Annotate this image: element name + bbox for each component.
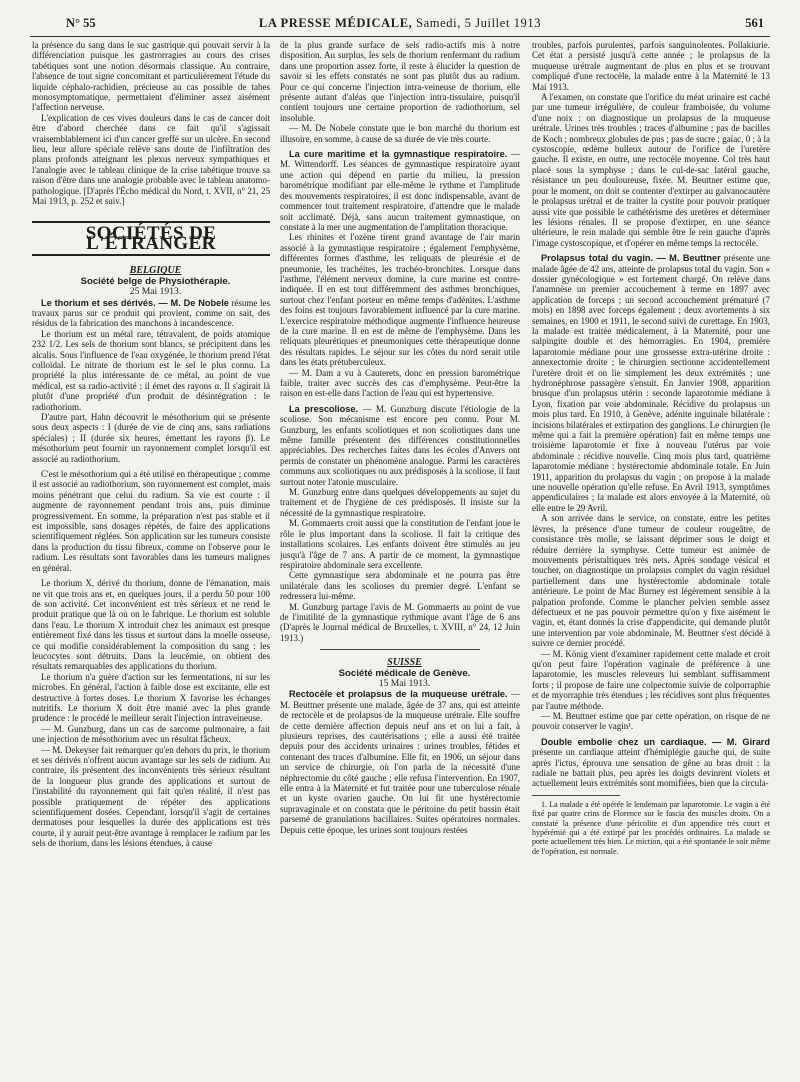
paragraph: C'est le mésothorium qui a été utilisé en thérapeutique ; comme il est associé au radiothorium, son rayonnement est complet, mais moins pénétrant que celui du radium. Sa vie est courte : il augmente de rayonnement pendant trois ans, puis diminue progressivement. En somme, la préparation n'est pas stable et il est impossible, sans dosages répétés, de faire des applications scientifiquement réglées. Son application sur les tumeurs consiste dans la production du tissu fibreux, comme on l'observe pour le radium. Les résultats sont favorables dans les tumeurs malignes en général. <box>32 469 270 573</box>
page-number: 561 <box>745 16 764 30</box>
paper-title: Le thorium et ses dérivés. — M. De Nobele <box>41 297 229 308</box>
paper-title: La cure maritime et la gymnastique respiratoire. <box>289 149 508 160</box>
running-title <box>30 16 770 31</box>
page-header <box>30 10 770 37</box>
paragraph <box>280 689 520 835</box>
paragraph <box>532 737 770 789</box>
paper-title: La prescoliose. <box>289 403 359 414</box>
paragraph <box>280 404 520 487</box>
paragraph: — M. Dam a vu à Cauterets, donc en pression barométrique faible, traiter avec succès des cas d'emphysème. Peut-être la raison en est-elle dans l'action de l'eau qui est hypertensive. <box>280 367 520 399</box>
country-heading: SUISSE <box>387 657 422 669</box>
paper-title: Prolapsus total du vagin. — M. Beuttner <box>541 253 721 264</box>
paper-text: — M. Wittendorff. Les séances de gymnastique respiratoire ayant une action qui dépend en partie du milieu, la pression barométrique modifiant par elle-même le rythme et l'amplitude des mouvements respiratoires, il est donc indispensable, avant de commencer tout traitement respiratoire, d'attendre que le malade soit acclimaté. Déjà, sans aucun traitement gymnastique, on constate à la mer une augmentation de l'amplitation thoracique. <box>280 149 520 232</box>
country-heading: BELGIQUE <box>129 265 182 277</box>
paragraph: — M. De Nobele constate que le bon marché du thorium est illusoire, en somme, à cause de sa durée de vie très courte. <box>280 123 520 144</box>
paragraph: la présence du sang dans le suc gastrique qui pouvait servir à la différenciation puisque les gastrorragies au cours des crises tabétiques sont une notion désormais classique. Au contraire, l'absence de tout signe concomitant et particulièrement l'étude du liquide céphalo-rachidien, précieuse au cas possible de tabes monosymptomatique, permettaient d'éliminer assez aisément l'affection nerveuse. <box>32 40 270 113</box>
paragraph: Les rhinites et l'ozène tirent grand avantage de l'air marin associé à la gymnastique respiratoire ; également l'emphysème, différentes formes d'asthme, les reliquats de pleurésie et de pneumonie, les trachéites, les trachéo-bronchites. Lorsque dans l'asthme, l'élément nerveux domine, la cure marine est contre-indiquée. Il en est tout différemment des asthmes bronchiques, surtout chez l'enfant porteur en même temps d'adénites. L'asthme des foins est toujours favorablement influencé par la cure marine. L'exercice respiratoire méthodique augmente l'influence heureuse de la cure marine. Il en est de même de l'emphysème. Dans les reliquats pleurétiques et pneumoniques cette thérapeutique donne des résultats rapides. Le séjour sur les côtes du nord serait utile dans les états prétuberculeux. <box>280 232 520 368</box>
paragraph: M. Gommaerts croit aussi que la constitution de l'enfant joue le rôle le plus important dans la scoliose. Il fait la critique des installations scolaires. Les enfants doivent être stimulés au jeu jusqu'à l'âge de 7 ans. A partir de ce moment, la gymnastique respiratoire abdominale sera excellente. <box>280 518 520 570</box>
paragraph: — M. König vient d'examiner rapidement cette malade et croit qu'on peut faire l'opération vaginale de préférence à une laparotomie, les muscles releveurs lui semblant suffisamment forts ; il propose de faire une colpectomie suivie de colporraphie et de myorraphie très étendues ; les récidives sont plus fréquentes par l'autre méthode. <box>532 648 770 711</box>
issue-date: Samedi, 5 Juillet 1913 <box>416 16 542 30</box>
footnote-divider <box>532 795 620 796</box>
paragraph: — M. Gunzburg, dans un cas de sarcome pulmonaire, a fait une injection de mésothorium avec un résultat fâcheux. <box>32 723 270 745</box>
paragraph: Le thorium n'a guère d'action sur les fermentations, ni sur les microbes. En général, l'action à faible dose est excitante, elle est destructive à fortes doses. Le thorium X favorise les échanges nutritifs. Le thorium X doit être manié avec la plus grande prudence : le procédé le meilleur serait l'injection intraveineuse. <box>32 671 270 724</box>
column-2 <box>280 40 520 1080</box>
paragraph: de la plus grande surface de sels radio-actifs mis à notre disposition. Au surplus, les sels de thorium renfermant du radium dans une proportion assez forte, il reste à élucider la question de savoir si les effets constatés ne sont pas plutôt dus au radium. Pour ce qui concerne l'injection intra-veineuse de thorium, elle présente autant d'aléas que l'injection intra-tissulaire, puisqu'il contient toujours une certaine proportion de radiothorium, sel insoluble. <box>280 40 520 123</box>
footnote: 1. La malade a été opérée le lendemain par laparotomie. Le vagin a été fixé par quatre crins de Florence sur le fascia des muscles droits. On a constaté la présence d'une péricolite et d'un appendice très court et hypérémié qui a été extirpé par les procédés ordinaires. La malade se porte actuellement très bien. Le miction, qui a été spontanée le soir même de l'opération, est normale. <box>532 799 770 856</box>
society-heading: Société belge de Physiothérapie. <box>80 275 231 287</box>
paragraph: D'autre part, Hahn découvrit le mésothorium qui se présente sous deux aspects : I (durée de vie de cinq ans, sans radiations spéciales) ; II (durée six heures, émettant les rayons β). Le mésothorium peut fournir un rayonnement complet lorsqu'il est associé au radiothorium. <box>32 412 270 464</box>
journal-name: LA PRESSE MÉDICALE, <box>258 16 413 30</box>
meeting-date: 25 Mai 1913. <box>129 286 182 298</box>
paragraph: Le thorium est un métal rare, tétravalent, de poids atomique 232 1/2. Les sels de thorium sont blancs, se précipitent dans les alcalis. Sous l'influence de l'eau oxygénée, le thorium prend l'état colloïdal. Le nitrate de thorium est le sel le plus connu. La propriété la plus intéressante de ce métal, au point de vue médical, est sa radio-activité : il émet des rayons α. Il s'agirait là plutôt d'une propriété d'un produit de désintégration : le radiothorium. <box>32 328 270 412</box>
paper-title: Double embolie chez un cardiaque. — M. Girard <box>541 736 770 747</box>
paper-text: — M. Gunzburg discute l'étiologie de la scoliose. Son mécanisme est encore peu connu. Pour M. Gunzburg, les enfants scoliotiques et non scoliotiques dans une même famille présentent des différences constitutionnelles appréciables. Des recherches faites dans les écoles d'Anvers ont permis de constater un phénomène analogue. Parmi les caractères communs aux scoliotiques ou aux prédisposés à la scoliose, il faut surtout noter l'atonie musculaire. <box>280 403 520 487</box>
paragraph: A son arrivée dans le service, on constate, entre les petites lèvres, la présence d'une tumeur de couleur rougeâtre, de consistance très molle, se laissant déprimer sous le doigt et réduire derrière la symphyse. Cette tumeur est animée de mouvements péristaltiques très nets. Après sondage vésical et toucher, on diagnostique un prolapsus complet du vagin résiduel partiellement dans une hystérectomie abdominale totale antérieure. Le point de Mac Burney est légèrement sensible à la palpation profonde. Comme le plancher pelvien semble assez défectueux et ne pas pouvoir permettre qu'on y fixe aisément le vagin, et, étant donnés la crise d'appendicite, qui demande plutôt une intervention par voie abdominale, M. Beuttner s'est décidé à suivre ce dernier procédé. <box>532 513 770 649</box>
paper-title: Rectocèle et prolapsus de la muqueuse urétrale. <box>289 689 508 700</box>
meeting-date: 15 Mai 1913. <box>378 677 431 689</box>
column-3 <box>532 40 770 1080</box>
paper-text: résume les travaux parus sur ce produit qui provient, comme on sait, des résidus de la fabrication des manchons à incandescence. <box>32 297 270 329</box>
section-title: SOCIÉTÉS DE L'ÉTRANGER <box>32 221 270 257</box>
column-1 <box>32 40 270 1080</box>
paper-text: présente une malade âgée de 42 ans, atteinte de prolapsus total du vagin. Son « dossier gynécologique » est fortement chargé. On relève dans l'anamnèse un premier accouchement à terme en 1897 avec application de forceps ; un second accouchement prématuré (7 mois) en 1898 avec forceps également ; deux avortements à six semaines, en 1900 et 1911, le second suivi de curettage. En 1903, la malade est traitée médicalement, à la Maternité, pour une salpingite double et des hémorragies. En 1904, première laparotomie médiane pour une grossesse extra-utérine droite : annexectomie droite ; le chirurgien sectionne accidentellement l'uretère droit et on lie simplement les deux extrémités ; une hydronéphrose passagère s'ensuit. En Janvier 1908, apparition brusque d'un prolapsus utérin : seconde laparotomie médiane à Lyon, fixation par voie abdominale. Récidive du prolapsus un mois plus tard. En 1910, à Genève, adénite inguinale bilatérale : incisions bilatérales et extirpation des ganglions. Le chirurgien (le même qui a fait la première opération) fait en même temps une troisième laparotomie et fixe à nouveau l'utérus par voie abdominale : récidive nouvelle. Cinq mois plus tard, quatrième laparotomie médiane : hystérectomie abdominale totale. En Juin 1911, apparition du prolapsus du vagin ; on propose à la malade une nouvelle opération qu'elle refuse. En Avril 1913, symptômes appendiculaires ; la malade est alors envoyée à la Maternité, où elle entre le 29 Avril. <box>532 253 770 513</box>
paragraph: Cette gymnastique sera abdominale et ne pourra pas être unilatérale dans les scolioses du premier degré. L'enfant se redressera lui-même. <box>280 570 520 602</box>
paper-text: présente un cardiaque atteint d'hémiplégie gauche qui, de suite après l'ictus, éprouva une sensation de gêne au bras droit : la radiale ne battait plus, peu après les doigts devinrent violets et actuellement leurs extrémités sont momifiées, bien que la circula- <box>532 747 770 789</box>
paper-text: — M. Beuttner présente une malade, âgée de 37 ans, qui est atteinte de rectocèle et de prolapsus de la muqueuse urétrale. Elle souffre de cette dernière affection depuis neuf ans et on lui a fait, à plusieurs reprises, des cautérisations ; elle a aussi été traitée depuis pour des accidents urinaires : urines troubles, fétides et contenant des traces d'albumine. Elle fit, en 1906, un séjour dans un service de chirurgie, où l'on parla de la nécessité d'une néphrectomie du côté gauche ; elle refusa l'intervention. En 1907, elle entra à la Maternité et fut traitée pour une tuberculose rénale et un kyste ovarien gauche. On lui fit une hystérectomie supravaginale et on constata que le péritoine du petit bassin était parsemé de granulations bacillaires. Suites opératoires normales. Depuis cette époque, les urines sont toujours restées <box>280 689 520 835</box>
divider <box>320 649 480 650</box>
paragraph: M. Gunzburg partage l'avis de M. Gommaerts au point de vue de l'inutilité de la gymnastique rythmique avant l'âge de 6 ans (D'après le Journal médical de Bruxelles, t. XVIII, n° 24, 12 Juin 1913.) <box>280 601 520 643</box>
paragraph: troubles, parfois purulentes, parfois sanguinolentes. Pollakiurie. Cet état a persisté jusqu'à cette année ; le prolapsus de la muqueuse urétrale augmentant de plus en plus et se trouvant compliqué d'une rectocèle, la malade entre à la Maternité le 13 Mai 1913. <box>532 40 770 92</box>
issue-number: N° 55 <box>66 16 96 30</box>
paragraph <box>532 253 770 513</box>
paragraph: L'explication de ces vives douleurs dans le cas de cancer doit être d'abord cherchée dans ce fait qu'il s'agissait vraisemblablement ici d'un cancer greffé sur un ulcère. En second lieu, leur allure spéciale relève sans doute de l'infiltration des plans profonds atteignant les plexus nerveux sympathiques et l'analogie avec le tableau clinique de la crise tabétique trouve sa raison d'être dans une analogie probable avec le tableau anatomo-pathologique. [D'après l'Écho médical du Nord, t. XVII, n° 21, 25 Mai 1913, p. 252 et suiv.] <box>32 112 270 207</box>
paragraph: — M. Beuttner estime que par cette opération, on risque de ne pouvoir conserver le vagin¹. <box>532 711 770 732</box>
paragraph: M. Gunzburg entre dans quelques développements au sujet du traitement et de l'hygiène de ces prédisposés. Il insiste sur la nécessité de la gymnastique respiratoire. <box>280 487 520 518</box>
paragraph: A l'examen, on constate que l'orifice du méat urinaire est caché par une tumeur irrégulière, de couleur framboisée, du volume d'une noix : on diagnostique un prolapsus de la muqueuse urétrale. Urines très troubles ; traces d'albumine ; pas de bacilles de Koch ; nombreux globules de pus ; pas de sucre ; gaïac, 0 ; à la cystoscopie, œdème bulleux autour de l'orifice de l'uretère gauche. Il existe, en outre, une rectocèle moyenne. Col très haut placé sous la symphyse ; dans le cul-de-sac latéral gauche, résistance un peu douloureuse, fixée. M. Beuttner estime que, pour le moment, on doit se contenter d'extirper au galvanocautère le prolapsus urétral et de traiter la cystite pour pouvoir pratiquer aussi vite que possible le cathétérisme des uretères et déterminer les lésions rénales. Il se propose d'extirper, en une séance ultérieure, le rein malade qui semble être le rein gauche d'après l'image cystoscopique, et d'opérer en même temps la rectocèle. <box>532 92 770 248</box>
society-heading: Société médicale de Genève. <box>338 667 471 679</box>
paragraph: Le thorium X, dérivé du thorium, donne de l'émanation, mais ne vit que trois ans et, en quelques jours, il a perdu 50 pour 100 de son activité. Cet inconvénient est très sérieux et ne rend le produit pratique que là où on le fabrique. Le thorium est soluble dans l'eau. Le thorium X introduit chez les animaux est presque entièrement fixé dans les tissus et surtout dans la moelle osseuse, ce qui modifie considérablement la composition du sang : les leucocytes sont détruits. Dans la leucémie, on obtient des résultats remarquables des applications du thorium. <box>32 578 270 672</box>
paragraph <box>32 298 270 329</box>
paragraph <box>280 149 520 232</box>
paragraph: — M. Dekeyser fait remarquer qu'en dehors du prix, le thorium et ses dérivés n'offrent aucun avantage sur les sels de radium. Au contraire, ils présentent des inconvénients très sérieux résultant de la longueur plus grande des applications et surtout de l'instabilité du rayonnement qui fait qu'en réalité, il n'est pas possible pratiquement de répéter des applications scientifiquement dosées. Cependant, lorsqu'il s'agit de certaines dermatoses pour lesquelles la durée des applications est très courte, il y aurait peut-être avantage à remplacer le radium par les sels de thorium, dans les lésions étendues, à cause <box>32 744 270 849</box>
